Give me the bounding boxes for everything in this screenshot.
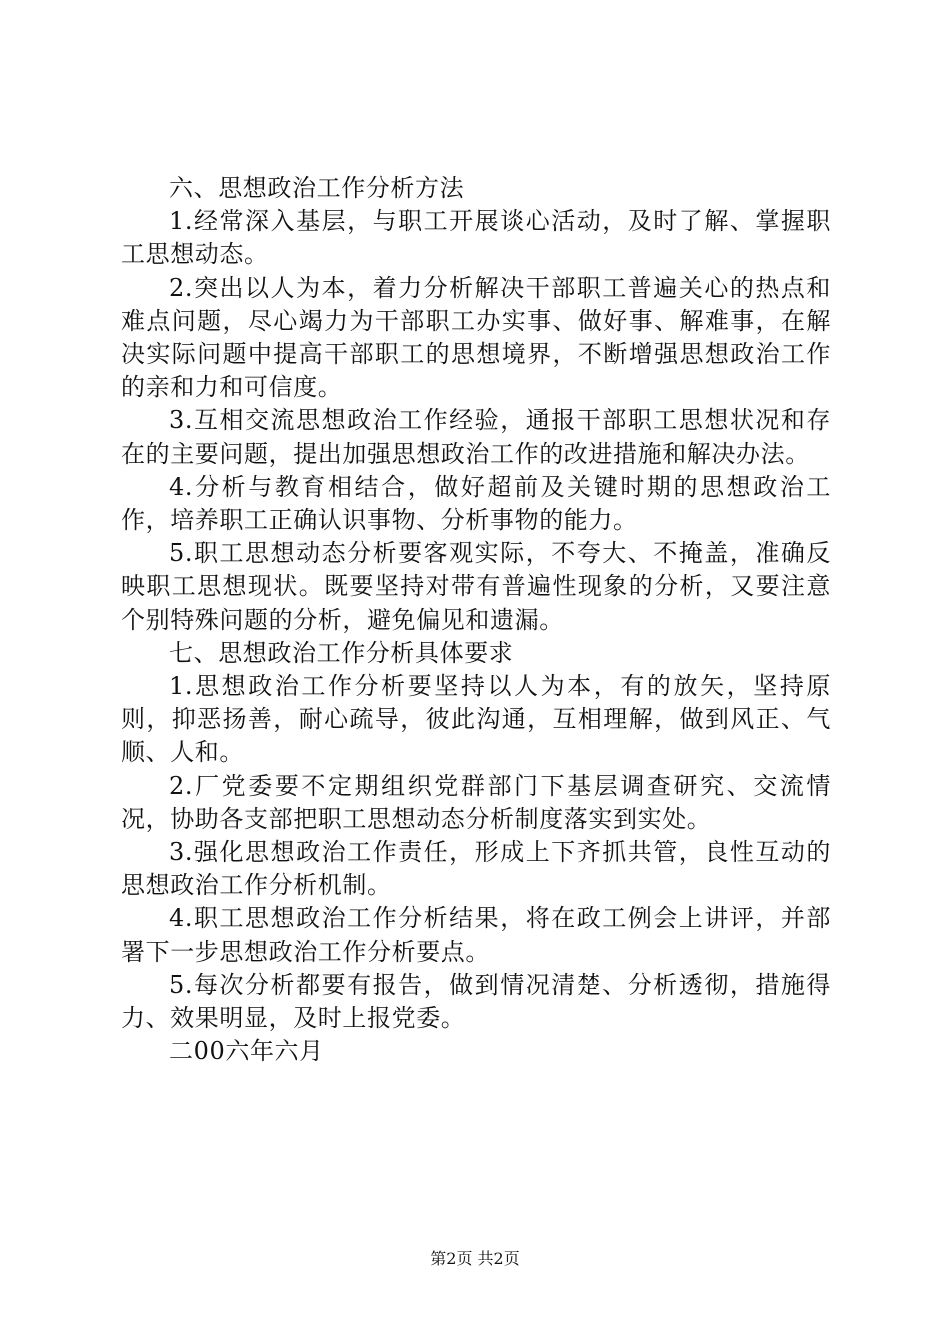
page-number-footer: 第2页 共2页 xyxy=(430,1249,520,1268)
paragraph-method-3: 3.互相交流思想政治工作经验，通报干部职工思想状况和存在的主要问题，提出加强思想政治工作的改进措施和解决办法。 xyxy=(121,406,831,468)
paragraph-requirement-4: 4.职工思想政治工作分析结果，将在政工例会上讲评，并部署下一步思想政治工作分析要点。 xyxy=(121,904,831,966)
paragraph-method-4: 4.分析与教育相结合，做好超前及关键时期的思想政治工作，培养职工正确认识事物、分析事物的能力。 xyxy=(121,472,831,535)
paragraph-requirement-3: 3.强化思想政治工作责任，形成上下齐抓共管，良性互动的思想政治工作分析机制。 xyxy=(121,838,831,900)
paragraph-method-1: 1.经常深入基层，与职工开展谈心活动，及时了解、掌握职工思想动态。 xyxy=(121,207,831,269)
paragraph-requirement-5: 5.每次分析都要有报告，做到情况清楚、分析透彻，措施得力、效果明显，及时上报党委。 xyxy=(121,970,831,1033)
section-heading-requirements: 七、思想政治工作分析具体要求 xyxy=(169,638,514,667)
paragraph-method-2: 2.突出以人为本，着力分析解决干部职工普遍关心的热点和难点问题，尽心竭力为干部职工办实事、做好事、解难事，在解决实际问题中提高干部职工的思想境界，不断增强思想政治工作的亲和力和可信度。 xyxy=(121,273,831,402)
document-date: 二00六年六月 xyxy=(169,1037,324,1066)
paragraph-requirement-1: 1.思想政治工作分析要坚持以人为本，有的放矢，坚持原则，抑恶扬善，耐心疏导，彼此沟通，互相理解，做到风正、气顺、人和。 xyxy=(121,672,831,767)
document-body xyxy=(121,172,831,1068)
section-heading-analysis-methods: 六、思想政治工作分析方法 xyxy=(169,174,465,202)
paragraph-requirement-2: 2.厂党委要不定期组织党群部门下基层调查研究、交流情况，协助各支部把职工思想动态分析制度落实到实处。 xyxy=(121,771,831,833)
paragraph-method-5: 5.职工思想动态分析要客观实际，不夸大、不掩盖，准确反映职工思想现状。既要坚持对带有普遍性现象的分析，又要注意个别特殊问题的分析，避免偏见和遗漏。 xyxy=(121,539,831,634)
